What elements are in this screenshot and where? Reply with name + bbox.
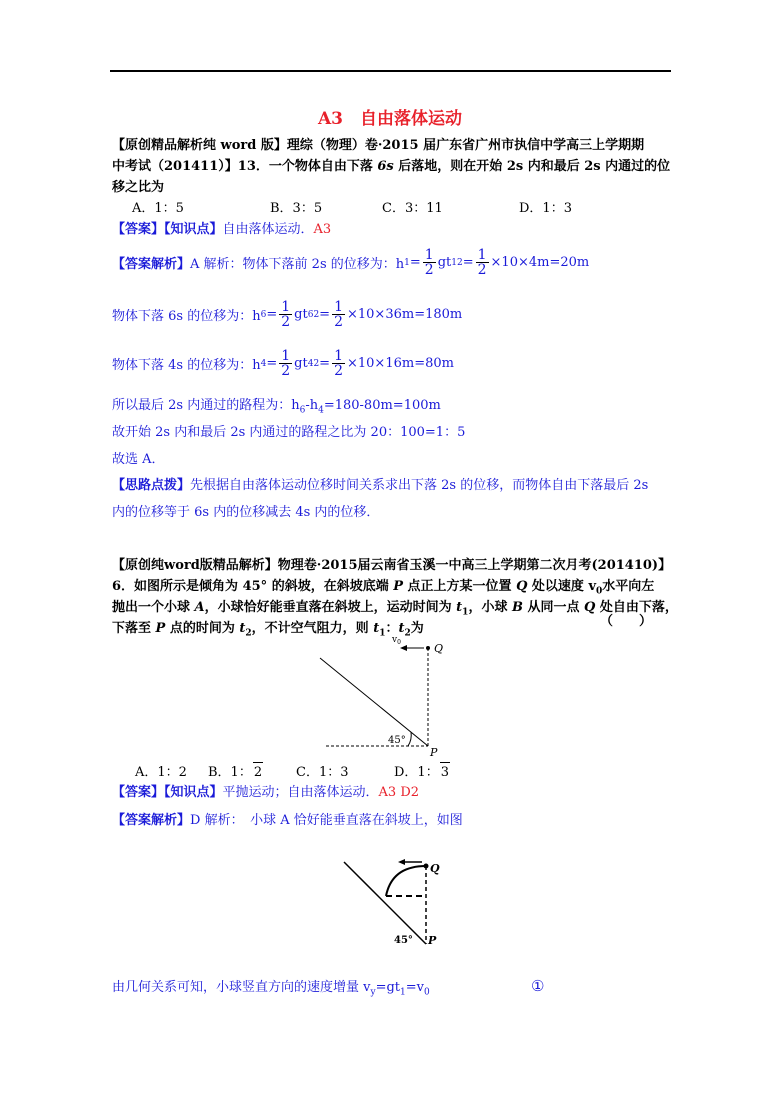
q1-tip-line-1: 【思路点拨】先根据自由落体运动位移时间关系求出下落 2s 的位移，而物体自由下落最后 2s	[112, 478, 649, 493]
fig-q-label: Q	[434, 642, 444, 655]
fraction-half: $\frac{1}{2}$	[334, 299, 343, 330]
q1-option-a: A．1：5	[132, 201, 184, 216]
q2-solution-line-1: 【答案解析】D 解析： 小球 A 恰好能垂直落在斜坡上，如图	[112, 813, 463, 828]
q2-solution-line-2: 由几何关系可知，小球竖直方向的速度增量 $v_y=gt_1=v_0$	[112, 980, 430, 998]
fraction-half: $\frac{1}{2}$	[477, 247, 487, 278]
point-q-2	[424, 864, 429, 869]
q2-option-d: D．1： 3	[394, 762, 450, 783]
fraction-half: $\frac{1}{2}$	[281, 299, 291, 330]
fraction-half: $\frac{1}{2}$	[424, 247, 434, 278]
q2-answer: 【答案】【知识点】平抛运动；自由落体运动．A3 D2	[112, 785, 420, 800]
q1-answer: 【答案】【知识点】自由落体运动．A3	[112, 222, 332, 237]
fraction-half: $\frac{1}{2}$	[334, 348, 343, 379]
q1-solution-line-5: 故开始 2s 内和最后 2s 内通过的路程之比为 20：100=1：5	[112, 425, 466, 440]
incline-slope-2	[344, 862, 426, 944]
q2-stem-line-2: 抛出一个小球 A，小球恰好能垂直落在斜坡上，运动时间为 $t_1$，小球 B 从同一点 Q 处自由下落，	[112, 600, 678, 618]
fig2-angle-label: 45°	[394, 935, 413, 946]
q1-option-d: D．1：3	[519, 201, 572, 216]
equation-number: ①	[531, 977, 545, 995]
q1-solution-formula-1: 【答案解析】 A 解析：物体下落前 2s 的位移为：h 1 = $\frac{1}{2}$ gt 1 2 = $\frac{1}{2}$ ×10×4m=20m	[112, 247, 590, 278]
q2-options	[135, 762, 450, 783]
q1-stem-line: 中考试（201411）】13．一个物体自由下落 6s 后落地，则在开始 2s 内和最后 2s 内通过的位	[112, 159, 671, 174]
fig-p-label: P	[430, 746, 438, 759]
q1-options	[132, 199, 572, 219]
sqrt-3: 3	[440, 762, 450, 783]
q2-stem-line-1: 6．如图所示是倾角为 45° 的斜坡，在斜坡底端 P 点正上方某一位置 Q 处以速度 $v_0$水平向左	[112, 579, 655, 597]
velocity-arrow-head	[400, 645, 407, 651]
angle-arc	[408, 732, 411, 746]
q2-option-a: A．1：2	[135, 765, 187, 780]
fig-angle-label: 45°	[388, 735, 406, 746]
trajectory-figure	[330, 850, 460, 950]
q2-source-line: 【原创纯word版精品解析】物理卷·2015届云南省玉溪一中高三上学期第二次月考(201410)】	[112, 558, 672, 573]
fig2-p-label: P	[428, 934, 437, 947]
parabolic-trajectory	[386, 866, 426, 896]
velocity-arrow-head-2	[398, 859, 405, 865]
q1-stem-end: 移之比为	[112, 180, 165, 195]
q2-answer-blank: （ ）	[600, 614, 653, 629]
incline-slope	[320, 658, 428, 746]
q1-solution-line-4: 所以最后 2s 内通过的路程为：$h_6-h_4=180-80m=100m$	[112, 398, 441, 416]
q1-solution-line-6: 故选 A．	[112, 452, 165, 467]
q1-source-line: 【原创精品解析纯 word 版】理综（物理）卷·2015 届广东省广州市执信中学高三上学期期	[112, 138, 645, 153]
q2-option-b: B．1： 2	[208, 762, 296, 783]
fraction-half: $\frac{1}{2}$	[281, 348, 291, 379]
q1-solution-formula-2: 物体下落 6s 的位移为：h 6 = $\frac{1}{2}$ gt 6 2 = $\frac{1}{2}$ ×10×36m=180m	[112, 299, 463, 330]
q1-solution-formula-3: 物体下落 4s 的位移为：h 4 = $\frac{1}{2}$ gt 4 2 = $\frac{1}{2}$ ×10×16m=80m	[112, 348, 454, 379]
q1-option-c: C．3：11	[382, 201, 443, 216]
page-title: A3 自由落体运动	[317, 109, 463, 129]
top-rule	[110, 70, 671, 72]
q2-stem-line-3: 下落至 P 点的时间为 $t_2$，不计空气阻力，则 $t_1$：$t_2$为	[112, 621, 424, 639]
q1-tip-line-2: 内的位移等于 6s 内的位移减去 4s 内的位移．	[112, 505, 380, 520]
q2-option-c: C．1：3	[296, 765, 349, 780]
q1-option-b: B．3：5	[270, 201, 323, 216]
point-q	[426, 646, 430, 650]
fig-v0-label: $v_0$	[392, 635, 401, 646]
sqrt-2: 2	[253, 762, 263, 783]
incline-figure	[310, 630, 460, 760]
fig2-q-label: Q	[430, 862, 440, 875]
